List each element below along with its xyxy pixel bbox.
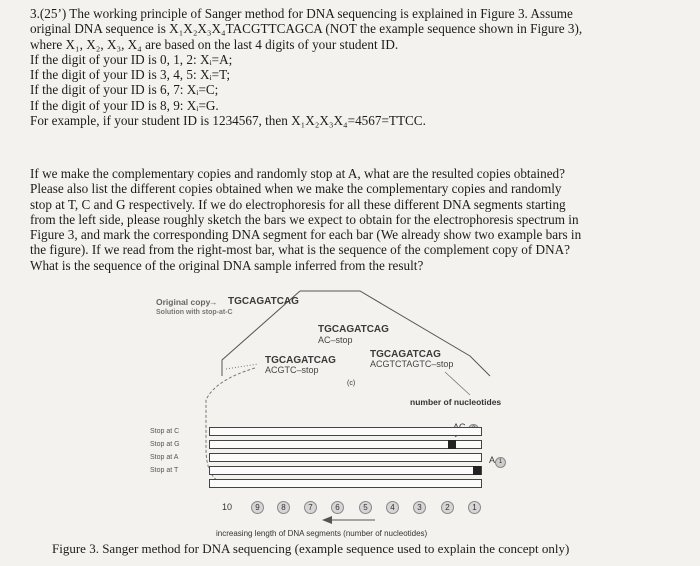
original-sequence: TGCAGATCAG: [228, 296, 299, 307]
question-line: stop at T, C and G respectively. If we do electrophoresis for all these different DNA segments starting: [30, 196, 566, 212]
position-circle: 5: [359, 501, 372, 514]
figure-caption: Figure 3. Sanger method for DNA sequencing (example sequence used to explain the concept only): [52, 541, 570, 556]
nucleotides-label: number of nucleotides: [410, 397, 502, 407]
position-circle: 9: [251, 501, 264, 514]
left-copy: ACGTC–stop: [265, 365, 319, 375]
bar-label-a: A 1: [489, 455, 506, 468]
position-circle: 1: [468, 501, 481, 514]
band-ac: [448, 440, 456, 449]
lane-label-g: Stop at G: [150, 441, 180, 448]
position-circle: 3: [413, 501, 426, 514]
solution-label: Solution with stop-at-C: [156, 309, 233, 316]
question-line: If we make the complementary copies and randomly stop at A, what are the resulted copies obtained?: [30, 166, 566, 181]
original-copy-label: Original copy: [156, 297, 211, 307]
gel-lane-t: [209, 466, 482, 475]
right-copy: ACGTCTAGTC–stop: [370, 359, 454, 369]
dashed-connector: [206, 368, 255, 482]
question-line: If the digit of your ID is 8, 9: Xᵢ=G.: [30, 97, 219, 113]
gel-lane-g: [209, 440, 482, 449]
question-line: Figure 3, and mark the corresponding DNA segment for each bar (We already show two example bars in: [30, 227, 582, 243]
axis-label: increasing length of DNA segments (number of nucleotides): [216, 529, 428, 538]
question-line: Please also list the different copies obtained when we make the complementary copies and randomly: [30, 181, 562, 197]
lane-label-a: Stop at A: [150, 454, 179, 461]
top-copy: AC–stop: [318, 335, 353, 345]
position-circle: 2: [441, 501, 454, 514]
gel-lane-c: [209, 427, 482, 436]
question-line: from the left side, please roughly sketch the bars we expect to obtain for the electrophoresis spectrum in: [30, 211, 579, 227]
lane-label-c: Stop at C: [150, 428, 180, 435]
right-sequence: TGCAGATCAG: [370, 349, 441, 360]
band-a: [473, 466, 481, 475]
gel-lane-extra: [209, 479, 482, 488]
position-circle: 8: [277, 501, 290, 514]
length-arrow-head: [322, 516, 332, 524]
pointer-line: [445, 372, 470, 395]
question-line: If the digit of your ID is 6, 7: Xᵢ=C;: [30, 82, 219, 98]
question-line: 3.(25’) The working principle of Sanger method for DNA sequencing is explained in Figure 3. Assume: [30, 6, 573, 21]
left-sequence: TGCAGATCAG: [265, 355, 336, 366]
question-line: the figure). If we read from the right-most bar, what is the sequence of the complement copy of DNA?: [30, 242, 570, 258]
position-circle: 6: [331, 501, 344, 514]
question-line: If the digit of your ID is 3, 4, 5: Xᵢ=T;: [30, 67, 231, 83]
question-line: where X₁, X₂, X₃, X₄ are based on the last 4 digits of your student ID.: [30, 36, 399, 52]
question-line: If the digit of your ID is 0, 1, 2: Xᵢ=A;: [30, 51, 233, 67]
position-circle: 7: [304, 501, 317, 514]
question-line: original DNA sequence is X₁X₂X₃X₄TACGTTCAGCA (NOT the example sequence shown in Figure 3),: [30, 21, 583, 37]
question-line: For example, if your student ID is 1234567, then X₁X₂X₃X₄=4567=TTCC.: [30, 113, 426, 129]
arrow-glyph: →: [209, 297, 218, 307]
panel-label: (c): [347, 380, 356, 387]
position-number: 10: [222, 502, 233, 512]
question-line: What is the sequence of the original DNA sample inferred from the result?: [30, 257, 424, 273]
top-sequence: TGCAGATCAG: [318, 324, 389, 335]
position-circle: 4: [386, 501, 399, 514]
lane-label-t: Stop at T: [150, 467, 179, 474]
gel-lane-a: [209, 453, 482, 462]
